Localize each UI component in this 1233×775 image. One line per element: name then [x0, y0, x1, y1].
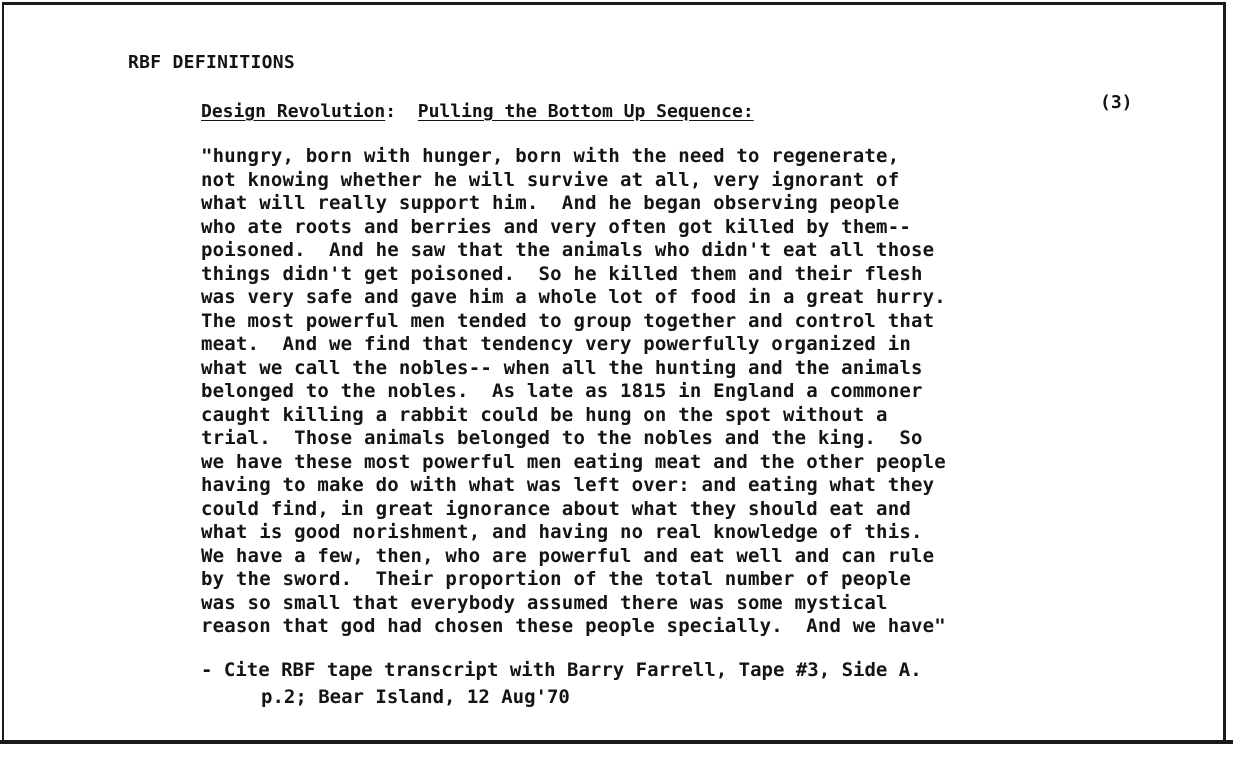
- bottom-rule: [0, 740, 1233, 744]
- quote-line: We have a few, then, who are powerful and eat well and can rule: [201, 544, 935, 567]
- page-number: (3): [1100, 92, 1133, 113]
- quote-line: we have these most powerful men eating meat and the other people: [201, 450, 946, 473]
- quote-line: reason that god had chosen these people specially. And we have": [201, 615, 946, 637]
- quote-line: what we call the nobles-- when all the hunting and the animals: [201, 356, 923, 379]
- heading-separator: :: [385, 101, 418, 122]
- quote-line: poisoned. And he saw that the animals who didn't eat all those: [201, 239, 935, 261]
- quote-line: things didn't get poisoned. So he killed them and their flesh: [201, 262, 923, 285]
- entry-term: Design Revolution: [201, 101, 386, 122]
- quote-line: what will really support him. And he began observing people: [201, 192, 900, 214]
- quote-line: meat. And we find that tendency very powerfully organized in: [201, 333, 911, 355]
- quote-line: by the sword. Their proportion of the total number of people: [201, 568, 911, 590]
- quote-line: could find, in great ignorance about what they should eat and: [201, 497, 911, 520]
- quote-line: what is good norishment, and having no real knowledge of this.: [201, 521, 923, 543]
- quote-line: who ate roots and berries and very often got killed by them--: [201, 215, 911, 238]
- citation: [201, 657, 922, 711]
- quote-line: was so small that everybody assumed there was some mystical: [201, 591, 888, 614]
- citation-line: p.2; Bear Island, 12 Aug'70: [261, 686, 570, 708]
- citation-line: - Cite RBF tape transcript with Barry Farrell, Tape #3, Side A.: [201, 659, 922, 681]
- quote-line: caught killing a rabbit could be hung on the spot without a: [201, 403, 888, 426]
- document-header: RBF DEFINITIONS: [128, 52, 296, 73]
- entry-heading: [201, 101, 754, 122]
- quote-line: having to make do with what was left over: and eating what they: [201, 474, 935, 496]
- quote-line: trial. Those animals belonged to the nobles and the king. So: [201, 427, 923, 449]
- quote-line: was very safe and gave him a whole lot of food in a great hurry.: [201, 286, 946, 308]
- quote-line: belonged to the nobles. As late as 1815 in England a commoner: [201, 380, 923, 402]
- quote-line: not knowing whether he will survive at all, very ignorant of: [201, 168, 900, 191]
- entry-subtitle: Pulling the Bottom Up Sequence:: [417, 101, 754, 122]
- quote-body: [201, 145, 1131, 639]
- quote-line: "hungry, born with hunger, born with the need to regenerate,: [201, 145, 900, 167]
- quote-line: The most powerful men tended to group together and control that: [201, 309, 935, 332]
